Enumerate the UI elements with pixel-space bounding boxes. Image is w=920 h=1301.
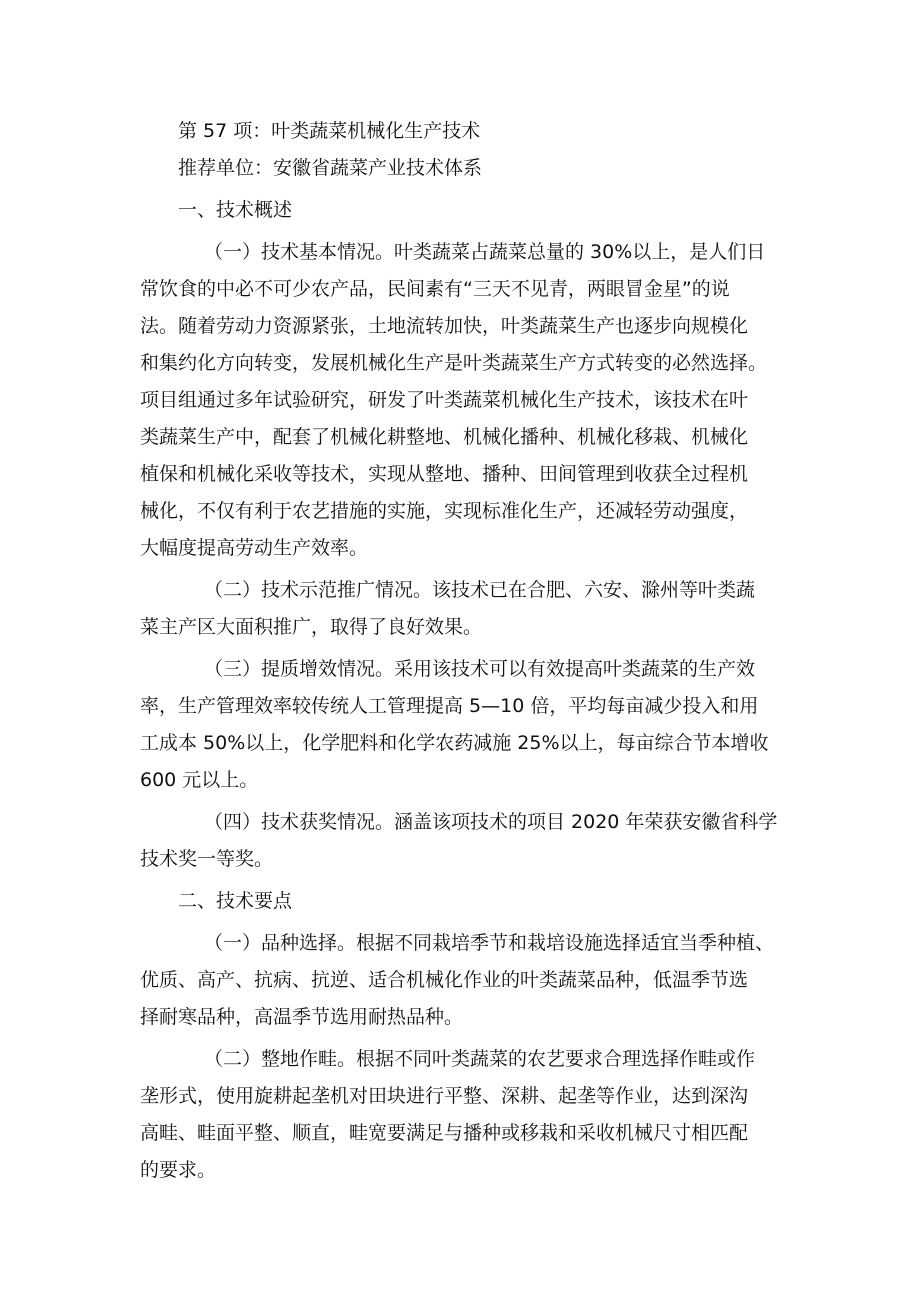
paragraph-line: 常饮食的中必不可少农产品，民间素有“三天不见青，两眼冒金星”的说	[140, 278, 730, 300]
paragraph-line: 工成本 50%以上，化学肥料和化学农药减施 25%以上，每亩综合节本增收	[140, 732, 769, 754]
paragraph-line: 600 元以上。	[140, 769, 259, 791]
paragraph-line: （一）品种选择。根据不同栽培季节和栽培设施选择适宜当季种植、	[204, 932, 775, 954]
section-heading-key-points: 二、技术要点	[178, 890, 293, 912]
paragraph-line: 植保和机械化采收等技术，实现从整地、播种、田间管理到收获全过程机	[140, 463, 749, 485]
paragraph-line: 类蔬菜生产中，配套了机械化耕整地、机械化播种、机械化移栽、机械化	[140, 426, 749, 448]
paragraph-line: 的要求。	[140, 1159, 217, 1181]
paragraph-line: 率，生产管理效率较传统人工管理提高 5—10 倍，平均每亩减少投入和用	[140, 695, 759, 717]
paragraph-line: 垄形式，使用旋耕起垄机对田块进行平整、深耕、起垄等作业，达到深沟	[140, 1085, 749, 1107]
paragraph-line: 优质、高产、抗病、抗逆、适合机械化作业的叶类蔬菜品种，低温季节选	[140, 969, 749, 991]
item-title: 第 57 项：叶类蔬菜机械化生产技术	[178, 120, 481, 142]
paragraph-basic-situation	[140, 234, 790, 567]
document-body	[140, 113, 790, 1189]
paragraph-line: （一）技术基本情况。叶类蔬菜占蔬菜总量的 30%以上，是人们日	[204, 241, 766, 263]
paragraph-line: 项目组通过多年试验研究，研发了叶类蔬菜机械化生产技术，该技术在叶	[140, 389, 749, 411]
paragraph-line: 菜主产区大面积推广，取得了良好效果。	[140, 616, 483, 638]
recommending-unit: 推荐单位：安徽省蔬菜产业技术体系	[178, 157, 483, 179]
paragraph-demonstration	[140, 572, 790, 646]
paragraph-line: 械化，不仅有利于农艺措施的实施，实现标准化生产，还减轻劳动强度，	[140, 500, 749, 522]
paragraph-line: 法。随着劳动力资源紧张，土地流转加快，叶类蔬菜生产也逐步向规模化	[140, 315, 749, 337]
paragraph-line: （二）技术示范推广情况。该技术已在合肥、六安、滁州等叶类蔬	[204, 579, 756, 601]
paragraph-efficiency	[140, 651, 790, 799]
paragraph-variety-selection	[140, 925, 790, 1036]
paragraph-awards	[140, 804, 790, 878]
paragraph-line: 择耐寒品种，高温季节选用耐热品种。	[140, 1006, 464, 1028]
paragraph-line: 高畦、畦面平整、顺直，畦宽要满足与播种或移栽和采收机械尺寸相匹配	[140, 1122, 749, 1144]
paragraph-line: 和集约化方向转变，发展机械化生产是叶类蔬菜生产方式转变的必然选择。	[140, 352, 768, 374]
paragraph-line: 技术奖一等奖。	[140, 848, 274, 870]
paragraph-line: （四）技术获奖情况。涵盖该项技术的项目 2020 年荣获安徽省科学	[204, 811, 778, 833]
paragraph-line: 大幅度提高劳动生产效率。	[140, 537, 369, 559]
paragraph-line: （三）提质增效情况。采用该技术可以有效提高叶类蔬菜的生产效	[204, 658, 756, 680]
section-heading-overview: 一、技术概述	[178, 199, 293, 221]
paragraph-line: （二）整地作畦。根据不同叶类蔬菜的农艺要求合理选择作畦或作	[204, 1048, 756, 1070]
paragraph-land-preparation	[140, 1041, 790, 1189]
